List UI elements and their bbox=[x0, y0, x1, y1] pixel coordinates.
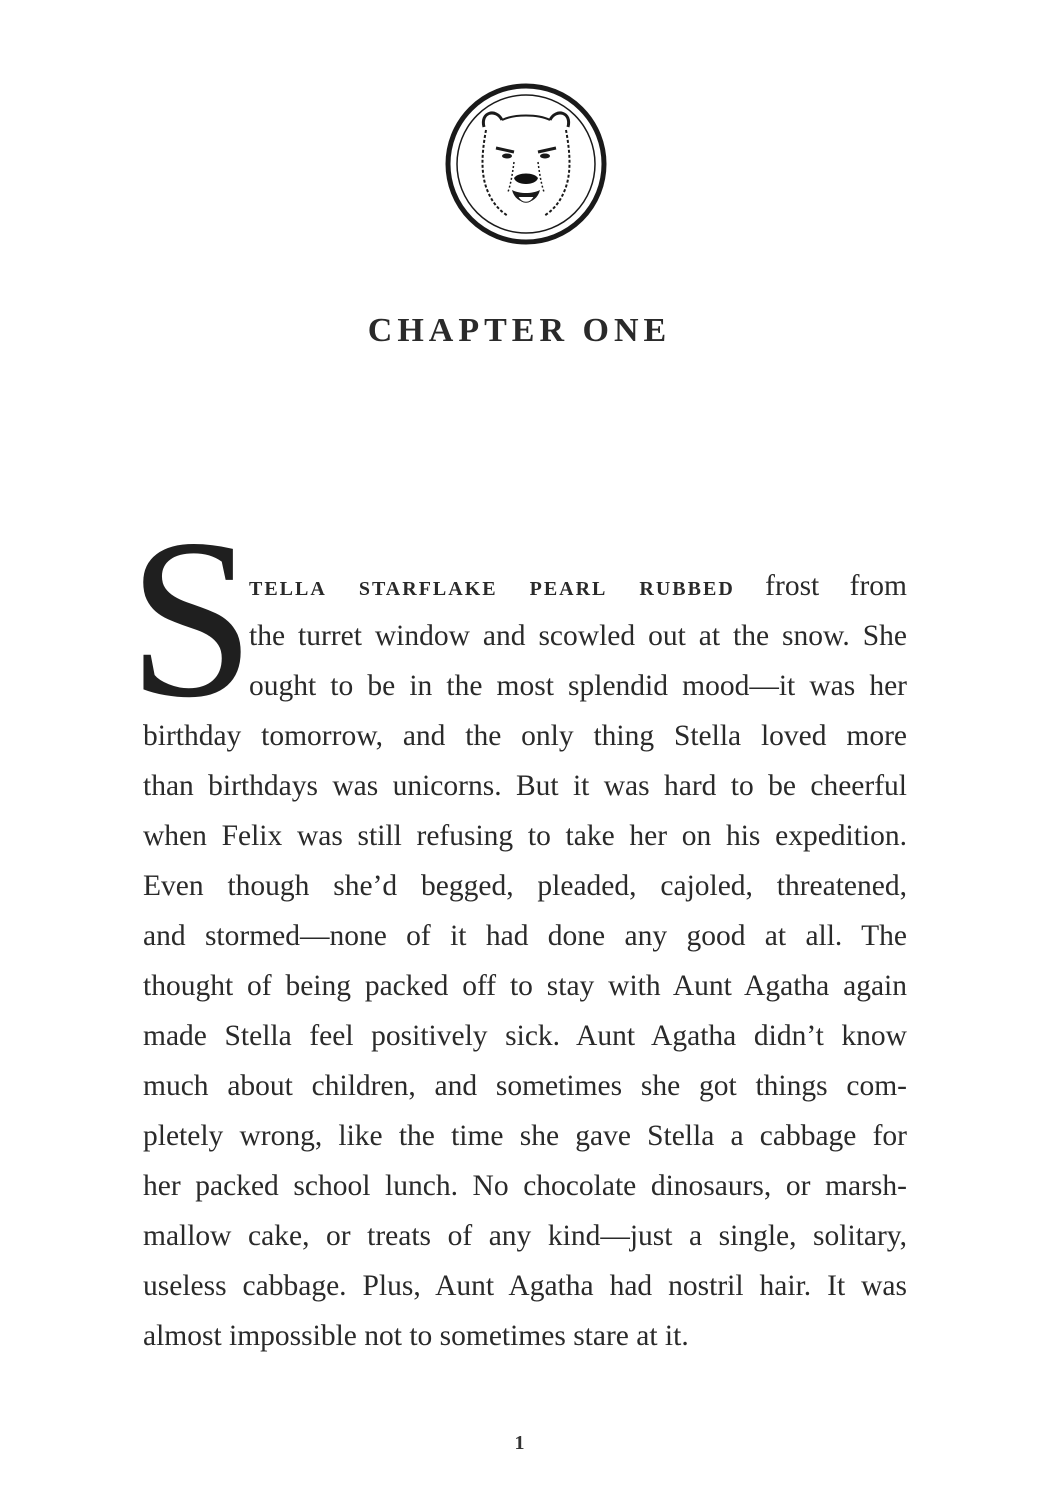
text-line: made Stella feel positively sick. Aunt Agatha didn’t know bbox=[143, 1020, 907, 1052]
text-line: much about children, and sometimes she got things com- bbox=[143, 1070, 907, 1102]
text-line: than birthdays was unicorns. But it was hard to be cheerful bbox=[143, 770, 907, 802]
opening-smallcaps: tella starflake pearl rubbed bbox=[249, 571, 735, 602]
text-line: Even though she’d begged, pleaded, cajoled, threatened, bbox=[143, 870, 907, 902]
text-line: almost impossible not to sometimes stare at it. bbox=[143, 1320, 689, 1352]
text-line: birthday tomorrow, and the only thing Stella loved more bbox=[143, 720, 907, 752]
text-line: useless cabbage. Plus, Aunt Agatha had nostril hair. It was bbox=[143, 1270, 907, 1302]
text-line: pletely wrong, like the time she gave Stella a cabbage for bbox=[143, 1120, 907, 1152]
page-number: 1 bbox=[514, 1432, 525, 1454]
text-line: ought to be in the most splendid mood—it was her bbox=[249, 670, 907, 702]
text-line: her packed school lunch. No chocolate dinosaurs, or marsh- bbox=[143, 1170, 907, 1202]
text-line: mallow cake, or treats of any kind—just a single, solitary, bbox=[143, 1220, 907, 1252]
text-line bbox=[249, 561, 907, 611]
text-line: thought of being packed off to stay with Aunt Agatha again bbox=[143, 970, 907, 1002]
chapter-title: CHAPTER ONE bbox=[367, 312, 672, 349]
text-line: the turret window and scowled out at the snow. She bbox=[249, 620, 907, 652]
text-line-content: frost from bbox=[734, 570, 907, 602]
chapter-emblem bbox=[444, 82, 608, 246]
text-line: and stormed—none of it had done any good at all. The bbox=[143, 920, 907, 952]
drop-cap: S bbox=[128, 493, 255, 745]
polar-bear-icon bbox=[444, 82, 608, 246]
text-line: when Felix was still refusing to take her on his expedition. bbox=[143, 820, 907, 852]
